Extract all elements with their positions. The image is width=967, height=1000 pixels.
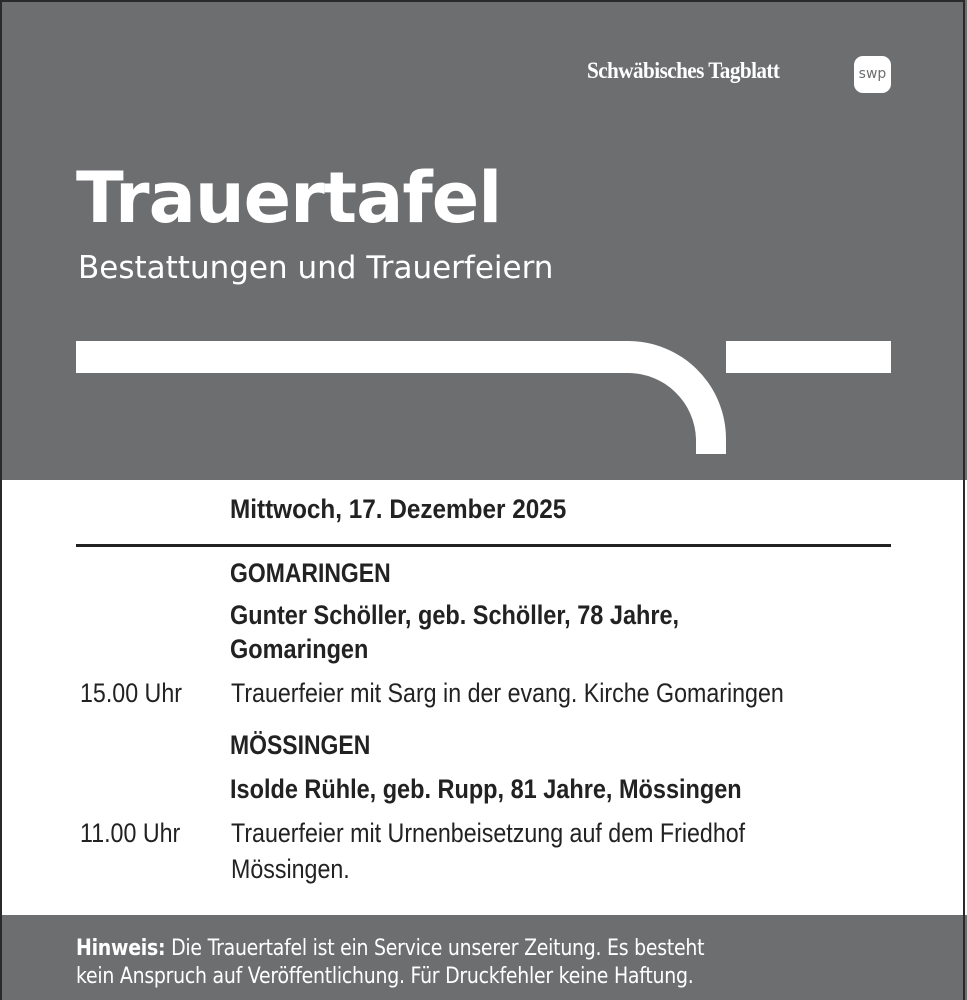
place-heading: MÖSSINGEN	[230, 730, 371, 760]
page-title: Trauertafel	[76, 157, 502, 239]
service-time: 11.00 Uhr	[80, 818, 181, 848]
place-heading: GOMARINGEN	[230, 558, 391, 588]
newspaper-logo: Schwäbisches Tagblatt	[587, 58, 780, 83]
service-time: 15.00 Uhr	[80, 678, 182, 708]
service-description: Trauerfeier mit Urnenbeisetzung auf dem Friedhof	[231, 818, 746, 848]
person-name: Isolde Rühle, geb. Rupp, 81 Jahre, Mössingen	[230, 774, 742, 804]
listing-date: Mittwoch, 17. Dezember 2025	[230, 494, 567, 524]
service-description-cont: Mössingen.	[231, 854, 350, 884]
service-description: Trauerfeier mit Sarg in der evang. Kirche Gomaringen	[231, 678, 784, 708]
notice-text: Hinweis: Die Trauertafel ist ein Service unserer Zeitung. Es besteht kein Anspruch auf Veröffentlichung. Für Druckfehler keine Haftung.	[76, 936, 705, 989]
person-name: Gunter Schöller, geb. Schöller, 78 Jahre,	[230, 600, 680, 630]
person-name-cont: Gomaringen	[230, 634, 369, 664]
swp-badge-icon: swp	[854, 56, 891, 93]
notice-label: Hinweis:	[76, 936, 166, 961]
page-subtitle: Bestattungen und Trauerfeiern	[78, 250, 554, 286]
